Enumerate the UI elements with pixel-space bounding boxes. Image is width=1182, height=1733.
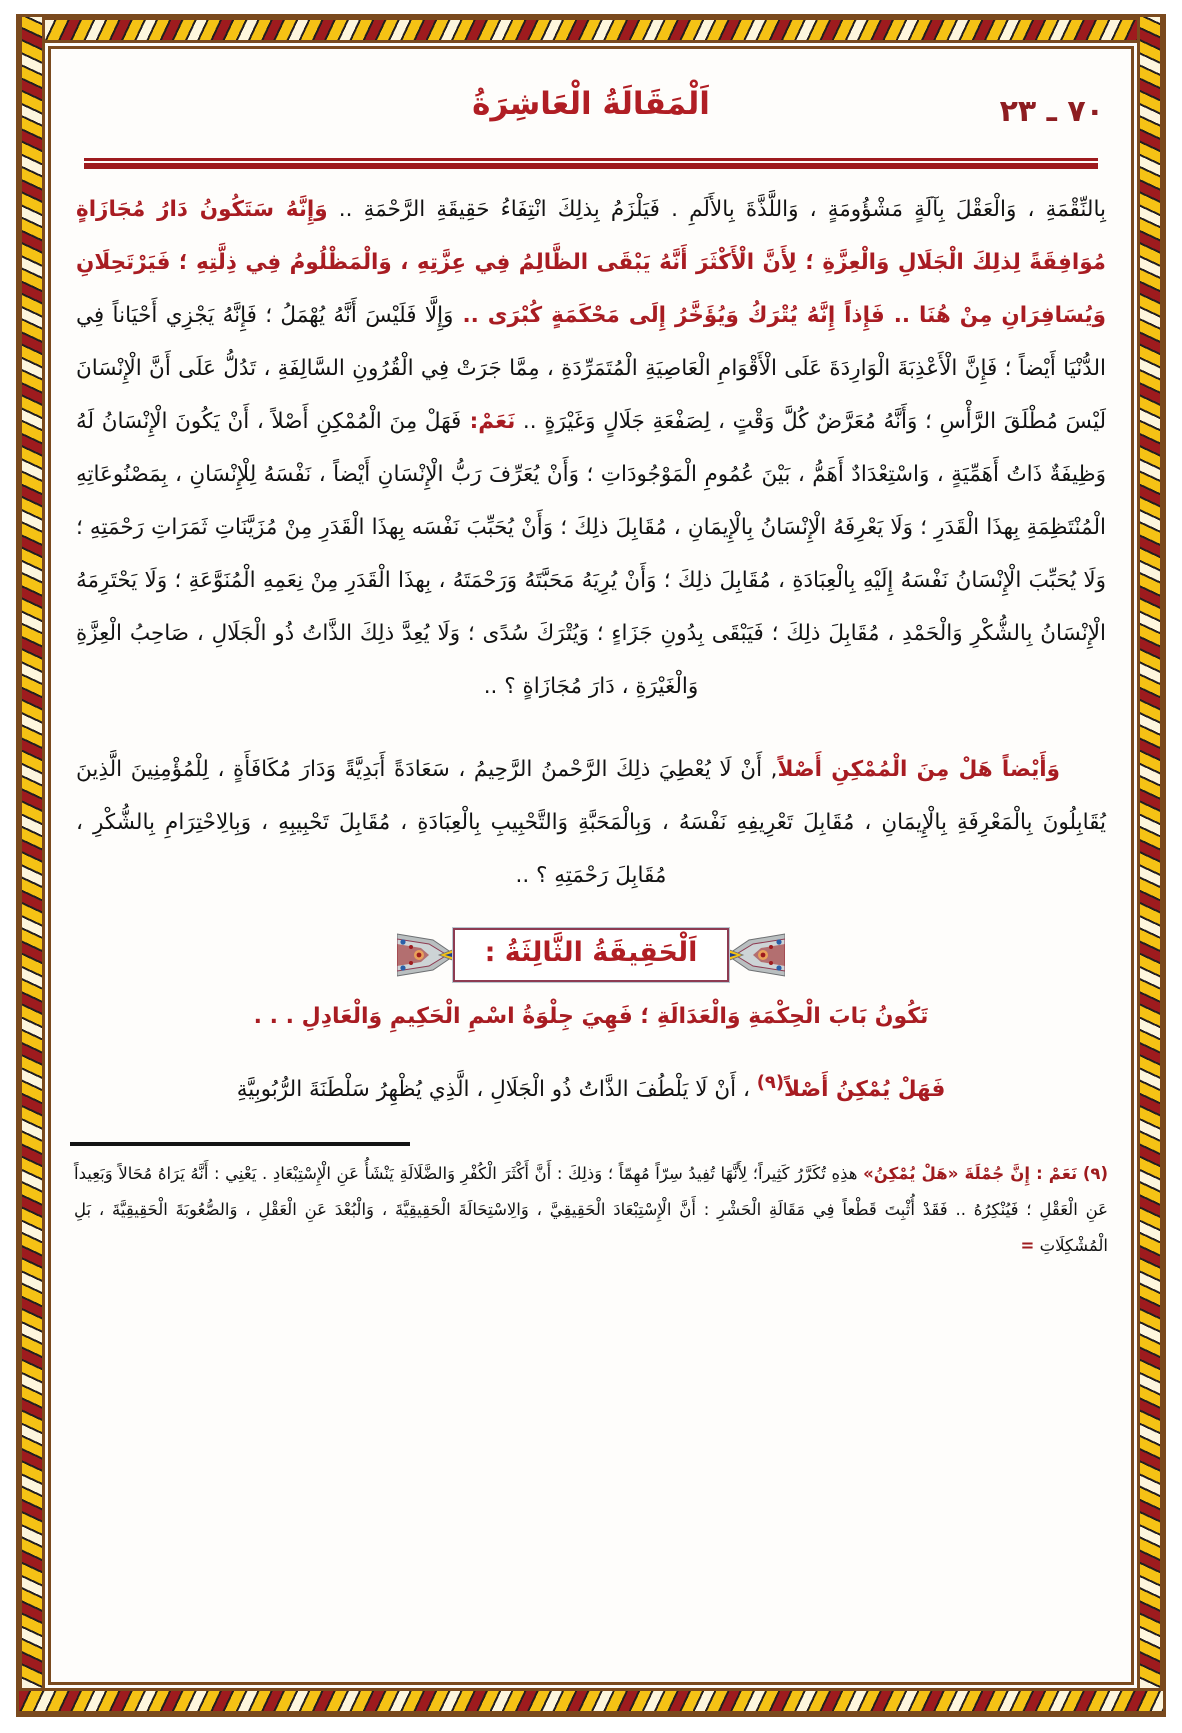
braid-border-right (1137, 17, 1163, 1714)
page-content (56, 54, 1126, 1677)
paragraph-one-segment-red-2: نَعَمْ: (461, 409, 516, 434)
ornament-title: اَلْحَقِيقَةُ الثَّالِثَةُ : (484, 937, 698, 968)
ornamental-section-heading (70, 928, 1112, 982)
paragraph-one-segment-dark-3: فَهَلْ مِنَ الْمُمْكِنِ أَصْلاً ، أَنْ يَكُونَ الْإِنْسَانُ لَهُ وَظِيفَةٌ ذَاتُ أَهَمِّيَةٍ ، وَاسْتِعْدَادٌ أَهَمُّ ، بَيْنَ عُمُومِ الْمَوْجُودَاتِ ؛ وَأَنْ يُعَرِّفَ رَبُّ الْإِنْسَانِ أَيْضاً ، نَفْسَهُ لِلْإِنْسَانِ ، بِمَصْنُوعَاتِهِ الْمُنْتَظِمَةِ بِهذَا الْقَدَرِ ؛ وَلَا يَعْرِفَهُ الْإِنْسَانُ بِالْإِيمَانِ ، مُقَابِلَ ذلِكَ ؛ وَأَنْ يُحَبِّبَ نَفْسَه بِهذَا الْقَدَرِ مِنْ مُزَيَّنَاتِ ثَمَرَاتِ رَحْمَتِهِ ؛ وَلَا يُحَبِّبَ الْإِنْسَانُ نَفْسَهُ إِلَيْهِ بِالْعِبَادَةِ ، مُقَابِلَ ذلِكَ ؛ وَأَنْ يُرِيَهُ مَحَبَّتَهُ وَرَحْمَتَهُ ، بِهذَا الْقَدَرِ مِنْ نِعَمِهِ الْمُنَوَّعَةِ ؛ وَلَا يَحْتَرِمَهُ الْإِنْسَانُ بِالشُّكْرِ وَالْحَمْدِ ، مُقَابِلَ ذلِكَ ؛ فَيَبْقَى بِدُونِ جَزَاءٍ ؛ وَيُتْرَكَ سُدًى ؛ وَلَا يُعِدَّ ذلِكَ الذَّاتُ ذُو الْجَلَالِ ، صَاحِبُ الْعِزَّةِ وَالْغَيْرَةِ ، دَارَ مُجَازَاةٍ ؟ .. (76, 409, 1106, 699)
ornament-title-box (453, 928, 730, 982)
braid-border-top (19, 17, 1163, 43)
footnote-block (74, 1156, 1108, 1264)
chapter-title: اَلْمَقَالَةُ الْعَاشِرَةُ (472, 86, 710, 122)
footnote-marker: (٩) (1082, 1164, 1109, 1184)
paragraph-one-segment-red-1: وَإِنَّهُ سَتَكُونُ دَارُ مُجَازَاةٍ مُوَافِقَةً لِذلِكَ الْجَلَالِ وَالْعِزَّةِ ؛ لِأَنَّ الْأَكْثَرَ أَنَّهُ يَبْقَى الظَّالِمُ فِي عِزَّتِهِ ، وَالْمَظْلُومُ فِي ذِلَّتِهِ ؛ فَيَرْتَحِلَانِ وَيُسَافِرَانِ مِنْ هُنَا .. فَإِذاً إِنَّهُ يُتْرَكُ وَيُؤَخَّرُ إِلَى مَحْكَمَةٍ كُبْرَى .. (76, 197, 1106, 328)
braid-border-bottom (19, 1688, 1163, 1714)
title-divider-rule (84, 158, 1098, 169)
paragraph-two (76, 743, 1106, 902)
paragraph-three (76, 1056, 1106, 1116)
section-lead-line: تَكُونُ بَابَ الْحِكْمَةِ وَالْعَدَالَةِ ؛ فَهِيَ جِلْوَةُ اسْمِ الْحَكِيمِ وَالْعَادِلِ . . . (253, 1004, 929, 1029)
page-folio: ٧٠ ـ ٢٣ (999, 94, 1104, 129)
page-header (70, 80, 1112, 152)
footnote-continuation-marker: = (1020, 1236, 1035, 1256)
paragraph-two-segment-red-1: وَأَيْضاً هَلْ مِنَ الْمُمْكِنِ أَصْلاً (777, 757, 1060, 782)
paragraph-three-segment-red-1: فَهَلْ يُمْكِنُ أَصْلاً (784, 1077, 946, 1103)
paragraph-three-segment-dark-1: ، أَنْ لَا يَلْطُفَ الذَّاتُ ذُو الْجَلَالِ ، الَّذِي يُظْهِرُ سَلْطَنَةَ الرُّبُوبِيَّةِ (236, 1077, 757, 1103)
paragraph-one-segment-dark-1: بِالنِّقْمَةِ ، وَالْعَقْلَ بِآلَةٍ مَشْؤُومَةٍ ، وَاللَّذَّةَ بِالأَلَمِ . فَيَلْزَمُ بِذلِكَ انْتِفَاءُ حَقِيقَةِ الرَّحْمَةِ .. (327, 197, 1107, 222)
paragraph-one-segment-dark-2: وَإِلَّا فَلَيْسَ أَنَّهُ يُهْمَلُ ؛ فَإِنَّهُ يَجْزِي أَحْيَاناً فِي الدُّنْيَا أَيْضاً ؛ فَإِنَّ الْأَعْذِبَةَ الْوَارِدَةَ عَلَى الْأَقْوَامِ الْعَاصِيَةِ الْمُتَمَرِّدَةِ ، مِمَّا جَرَتْ فِي الْقُرُونِ السَّالِفَةِ ، تَدُلُّ عَلَى أَنَّ الْإِنْسَانَ لَيْسَ مُطْلَقَ الرَّأْسِ ؛ وَأَنَّهُ مُعَرَّضٌ كُلَّ وَقْتٍ ، لِصَفْعَةِ جَلَالٍ وَغَيْرَةٍ .. (76, 303, 1106, 434)
footnote-reference-marker: (٩) (756, 1072, 785, 1093)
paragraph-one (76, 183, 1106, 713)
footnote-separator-rule (70, 1142, 410, 1146)
paragraph-two-segment-dark-1: , أَنْ لَا يُعْطِيَ ذلِكَ الرَّحْمنُ الرَّحِيمُ ، سَعَادَةً أَبَدِيَّةً وَدَارَ مُكَافَأَةٍ ، لِلْمُؤْمِنِينَ الَّذِينَ يُقَابِلُونَ بِالْمَعْرِفَةِ بِالْإِيمَانِ ، مُقَابِلَ تَعْرِيفِهِ نَفْسَهُ ، وَبِالْمَحَبَّةِ وَالتَّحْبِيبِ بِالْعِبَادَةِ ، مُقَابِلَ تَحْبِيبِهِ ، وَبِالِاحْتِرَامِ بِالشُّكْرِ ، مُقَابِلَ رَحْمَتِهِ ؟ .. (76, 757, 1106, 888)
footnote-segment-red-1: نَعَمْ : إِنَّ جُمْلَةَ «هَلْ يُمْكِنُ» (863, 1164, 1078, 1184)
footnote-segment-dark-1: هذِهِ تُكَرَّرُ كَثِيراً؛ لِأَنَّهَا تُفِيدُ سِرّاً مُهِمّاً ؛ وَذلِكَ : أَنَّ أَكْثَرَ الْكُفْرِ وَالضَّلَالَةِ يَنْشَأُ عَنِ الْإِسْتِبْعَادِ . يَعْنِي : أَنَّهُ يَرَاهُ مُحَالاً وَبَعِيداً عَنِ الْعَقْلِ ؛ فَيُنْكِرُهُ .. فَقَدْ أُثْبِتَ قَطْعاً فِي مَقَالَةِ الْحَشْرِ : أَنَّ الْإِسْتِبْعَادَ الْحَقِيقِيَّ ، وَالِاسْتِحَالَةَ الْحَقِيقِيَّةَ ، وَالْبُعْدَ عَنِ الْعَقْلِ ، وَالصُّعُوبَةَ الْحَقِيقِيَّةَ ، بَلِ الْمُشْكِلَاتِ (74, 1164, 1108, 1256)
braid-border-left (19, 17, 45, 1714)
ornament-wing-left-icon (723, 928, 785, 982)
ornament-wing-right-icon (397, 928, 459, 982)
